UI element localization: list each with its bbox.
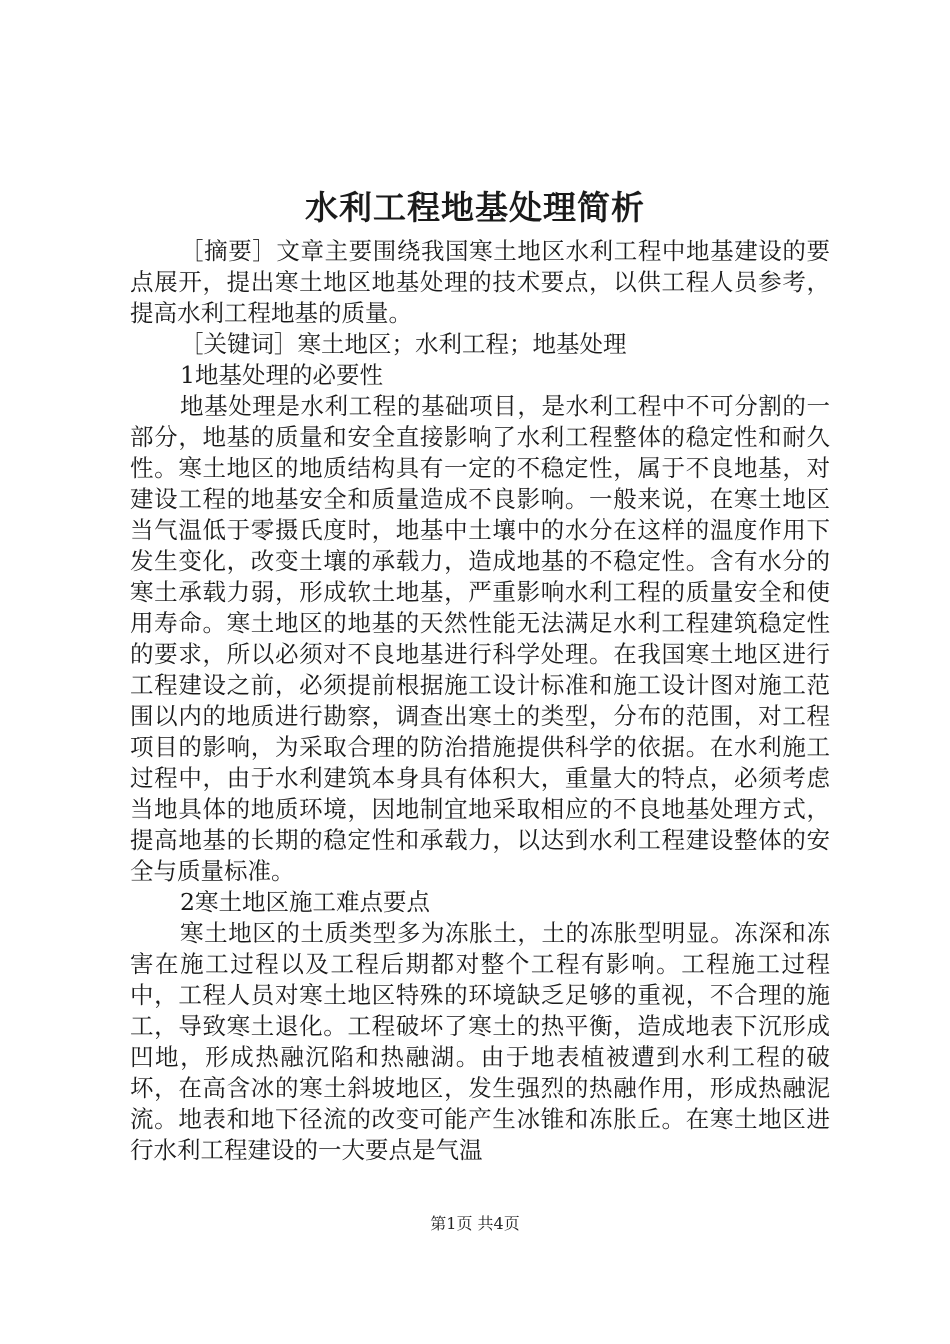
page-number-footer: 第1页 共4页 — [430, 1214, 520, 1233]
section-1-heading: 1地基处理的必要性 — [180, 361, 383, 389]
abstract-paragraph: ［摘要］文章主要围绕我国寒土地区水利工程中地基建设的要点展开，提出寒土地区地基处理的技术要点，以供工程人员参考，提高水利工程地基的质量。 — [130, 237, 830, 327]
section-2-paragraph: 寒土地区的土质类型多为冻胀土，土的冻胀型明显。冻深和冻害在施工过程以及工程后期都对整个工程有影响。工程施工过程中，工程人员对寒土地区特殊的环境缺乏足够的重视，不合理的施工，导致寒土退化。工程破坏了寒土的热平衡，造成地表下沉形成凹地，形成热融沉陷和热融湖。由于地表植被遭到水利工程的破坏，在高含冰的寒土斜坡地区，发生强烈的热融作用，形成热融泥流。地表和地下径流的改变可能产生冰锥和冻胀丘。在寒土地区进行水利工程建设的一大要点是气温 — [130, 919, 830, 1164]
section-2-heading: 2寒土地区施工难点要点 — [180, 888, 430, 916]
section-1-paragraph: 地基处理是水利工程的基础项目，是水利工程中不可分割的一部分，地基的质量和安全直接影响了水利工程整体的稳定性和耐久性。寒土地区的地质结构具有一定的不稳定性，属于不良地基，对建设工程的地基安全和质量造成不良影响。一般来说，在寒土地区当气温低于零摄氏度时，地基中土壤中的水分在这样的温度作用下发生变化，改变土壤的承载力，造成地基的不稳定性。含有水分的寒土承载力弱，形成软土地基，严重影响水利工程的质量安全和使用寿命。寒土地区的地基的天然性能无法满足水利工程建筑稳定性的要求，所以必须对不良地基进行科学处理。在我国寒土地区进行工程建设之前，必须提前根据施工设计标准和施工设计图对施工范围以内的地质进行勘察，调查出寒土的类型，分布的范围，对工程项目的影响，为采取合理的防治措施提供科学的依据。在水利施工过程中，由于水利建筑本身具有体积大，重量大的特点，必须考虑当地具体的地质环境，因地制宜地采取相应的不良地基处理方式，提高地基的长期的稳定性和承载力，以达到水利工程建设整体的安全与质量标准。 — [130, 392, 830, 885]
document-body — [130, 236, 830, 1166]
document-title: 水利工程地基处理简析 — [305, 188, 645, 227]
keywords-paragraph: ［关键词］寒土地区；水利工程；地基处理 — [180, 330, 627, 358]
